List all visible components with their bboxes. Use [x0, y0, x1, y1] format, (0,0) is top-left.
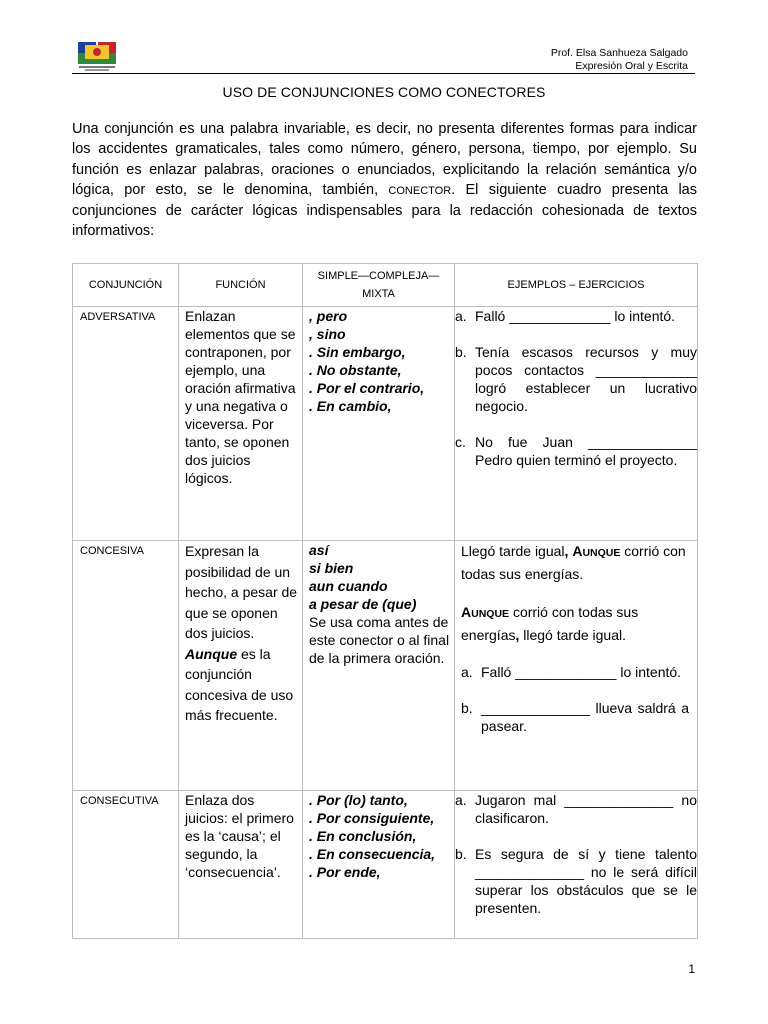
- connector-item: . Por el contrario,: [309, 380, 425, 396]
- connector-item: . Por (lo) tanto,: [309, 792, 408, 808]
- connector-note: Se usa coma antes de este conector o al final de la primera oración.: [309, 614, 450, 666]
- exercise-marker: b.: [455, 344, 467, 360]
- example-keyword: [572, 543, 620, 559]
- connector-item: si bien: [309, 560, 354, 576]
- exercise-marker: b.: [461, 700, 473, 716]
- row-connectors-cell: [303, 791, 455, 939]
- header-author: Prof. Elsa Sanhueza Salgado: [550, 47, 688, 59]
- header-course: Expresión Oral y Escrita: [575, 60, 688, 72]
- connector-item: aun cuando: [309, 578, 388, 594]
- exercise-text: Falló _____________ lo intentó.: [481, 664, 682, 680]
- connector-item: . No obstante,: [309, 362, 402, 378]
- connector-item: . Por ende,: [309, 864, 381, 880]
- page-number: 1: [688, 962, 695, 976]
- conjunctions-table: [72, 263, 698, 939]
- table-header-row: [73, 264, 698, 307]
- exercise-item: [461, 663, 689, 681]
- header-funcion: FUNCIÓN: [179, 264, 303, 307]
- exercise-item: [455, 343, 697, 415]
- row-connectors-cell: [303, 307, 455, 541]
- connector-item: . Sin embargo,: [309, 344, 406, 360]
- intro-text-2: . El siguiente cuadro presenta las conjunciones de carácter lógicas indispensables para la redacción cohesionada de textos informativos:: [72, 181, 697, 240]
- exercise-list: [455, 791, 697, 917]
- row-function-cell: [179, 791, 303, 939]
- row-examples-cell: [455, 541, 698, 791]
- connector-item: , sino: [309, 326, 346, 342]
- header-info: [551, 47, 688, 73]
- row-connectors-cell: [303, 541, 455, 791]
- conjunction-name: CONCESIVA: [80, 545, 144, 557]
- function-text: Enlazan elementos que se contraponen, por ejemplo, una oración afirmativa y una negativa o viceversa. Por tanto, se oponen dos juicios lógicos.: [185, 308, 296, 486]
- row-examples-cell: [455, 791, 698, 939]
- example-keyword: [461, 604, 509, 620]
- intro-paragraph: [72, 119, 697, 242]
- exercise-marker: a.: [461, 664, 473, 680]
- connector-item: a pesar de (que): [309, 596, 417, 612]
- example-text: llegó tarde igual.: [523, 626, 627, 643]
- function-text-part: es la conjunción concesiva de uso más frecuente.: [185, 645, 294, 723]
- connector-item: . En consecuencia,: [309, 846, 436, 862]
- connector-list: [303, 791, 454, 881]
- connector-list: [303, 541, 454, 667]
- exercise-list: [455, 307, 697, 469]
- table-row: [73, 307, 698, 541]
- example-text: corrió con todas sus energías.: [461, 543, 686, 582]
- exercise-item: [455, 791, 697, 827]
- exercise-marker: b.: [455, 846, 467, 862]
- row-name-cell: [73, 541, 179, 791]
- row-function-cell: [179, 307, 303, 541]
- conjunction-name: ADVERSATIVA: [80, 311, 156, 323]
- row-name-cell: [73, 307, 179, 541]
- function-text: Enlaza dos juicios: el primero es la ‘causa’; el segundo, la ‘consecuencia’.: [185, 792, 294, 880]
- exercise-text: Falló _____________ lo intentó.: [475, 308, 676, 324]
- connector-item: . Por consiguiente,: [309, 810, 435, 826]
- exercise-text: ______________ llueva saldrá a pasear.: [481, 700, 689, 734]
- exercise-list: [461, 663, 689, 735]
- conjunction-name: CONSECUTIVA: [80, 795, 159, 807]
- row-examples-cell: [455, 307, 698, 541]
- intro-term: CONECTOR: [388, 184, 452, 197]
- header-ejemplos: EJEMPLOS – EJERCICIOS: [455, 264, 698, 307]
- keyword-cap: A: [461, 604, 472, 620]
- connector-item: . En cambio,: [309, 398, 392, 414]
- exercise-text: Es segura de sí y tiene talento ______________ no le será difícil superar los obstáculos que se le presenten.: [475, 846, 697, 916]
- function-keyword: Aunque: [185, 645, 238, 662]
- exercise-item: [455, 307, 697, 325]
- table-row: [73, 541, 698, 791]
- examples-block: [455, 541, 697, 735]
- connector-item: . En conclusión,: [309, 828, 417, 844]
- connector-list: [303, 307, 454, 415]
- example-text: Llegó tarde igual: [461, 543, 565, 559]
- keyword-cap: A: [572, 543, 583, 559]
- keyword-rest: UNQUE: [471, 608, 510, 620]
- function-text-part: Expresan la posibilidad de un hecho, a pesar de que se oponen dos juicios.: [185, 543, 298, 641]
- table-row: [73, 791, 698, 939]
- document-title: USO DE CONJUNCIONES COMO CONECTORES: [222, 84, 546, 100]
- university-logo: [77, 41, 119, 73]
- exercise-text: No fue Juan ______________ Pedro quien terminó el proyecto.: [475, 434, 697, 468]
- exercise-text: Tenía escasos recursos y muy pocos contactos _____________ logró establecer un lucrativo negocio.: [475, 344, 697, 414]
- exercise-marker: c.: [455, 434, 466, 450]
- function-text: [179, 541, 302, 726]
- connector-item: , pero: [309, 308, 348, 324]
- exercise-item: [455, 845, 697, 917]
- exercise-marker: a.: [455, 792, 467, 808]
- exercise-item: [455, 433, 697, 469]
- connector-item: así: [309, 542, 329, 558]
- exercise-item: [461, 699, 689, 735]
- keyword-rest: UNQUE: [582, 547, 621, 559]
- header-tipo: SIMPLE—COMPLEJA—MIXTA: [303, 264, 455, 307]
- row-function-cell: [179, 541, 303, 791]
- intro-text-1: Una conjunción es una palabra invariable, es decir, no presenta diferentes formas para indicar los accidentes gramaticales, tales como número, género, persona, tiempo, por ejemplo. Su función es enlazar palabras, oraciones o enunciados, explicitando la relación semántica y/o lógica, por esto, se le denomina, también,: [72, 121, 697, 198]
- exercise-text: Jugaron mal ______________ no clasificaron.: [475, 792, 697, 826]
- example-sentence: AUNQUE corrió con todas sus energías, llegó tarde igual.: [461, 604, 639, 643]
- example-sentence: Llegó tarde igual, AUNQUE corrió con todas sus energías.: [461, 543, 686, 582]
- header-divider: [72, 73, 695, 74]
- row-name-cell: [73, 791, 179, 939]
- header-conjuncion: CONJUNCIÓN: [73, 264, 179, 307]
- example-text: corrió con todas sus energías: [461, 604, 639, 643]
- exercise-marker: a.: [455, 308, 467, 324]
